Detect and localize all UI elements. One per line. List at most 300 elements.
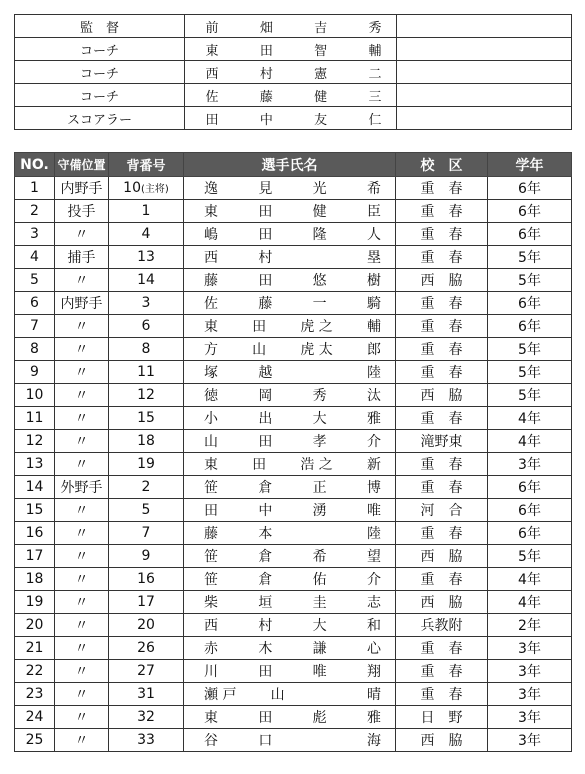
- staff-blank: [397, 61, 572, 84]
- player-position: 〃: [55, 614, 109, 637]
- player-name-char: 笹: [204, 572, 218, 588]
- player-no: 23: [15, 683, 55, 706]
- player-number-value: 5: [141, 502, 151, 518]
- player-position: 外野手: [55, 476, 109, 499]
- staff-blank: [397, 84, 572, 107]
- player-row: [15, 223, 572, 246]
- player-name-chars: [184, 178, 395, 198]
- player-name: [184, 591, 396, 614]
- player-number: [109, 269, 184, 292]
- player-number-value: 2: [141, 479, 151, 495]
- staff-name-chars: [185, 86, 396, 105]
- player-name-char: 笹: [204, 480, 218, 496]
- player-grade: 3年: [488, 453, 572, 476]
- player-name-char: 雅: [366, 411, 381, 427]
- player-name: [184, 338, 396, 361]
- staff-name-char: 西: [205, 66, 219, 82]
- roster-table: [14, 152, 572, 752]
- player-grade: 5年: [488, 269, 572, 292]
- player-name-chars: [184, 270, 395, 290]
- player-grade: 3年: [488, 706, 572, 729]
- staff-name: [185, 61, 397, 84]
- player-position: 〃: [55, 499, 109, 522]
- player-grade: 3年: [488, 683, 572, 706]
- player-name-chars: [184, 730, 395, 750]
- staff-name-char: 田: [205, 112, 219, 128]
- player-school: 重 春: [396, 407, 488, 430]
- player-grade: 5年: [488, 545, 572, 568]
- player-number: [109, 361, 184, 384]
- player-number-value: 19: [137, 456, 155, 472]
- player-position: 〃: [55, 384, 109, 407]
- player-name: [184, 729, 396, 752]
- staff-row: [15, 61, 572, 84]
- player-name-chars: [184, 362, 395, 382]
- player-row: [15, 476, 572, 499]
- player-no: 16: [15, 522, 55, 545]
- player-position: 捕手: [55, 246, 109, 269]
- player-grade: 5年: [488, 384, 572, 407]
- staff-name-char: 仁: [368, 112, 382, 128]
- player-school: 重 春: [396, 361, 488, 384]
- staff-name-chars: [185, 17, 396, 36]
- staff-name-chars: [185, 109, 396, 128]
- player-name-char: 逸: [204, 181, 218, 197]
- player-grade: 6年: [488, 499, 572, 522]
- player-number: [109, 430, 184, 453]
- player-name-char: 中: [258, 503, 273, 519]
- player-position: 〃: [55, 637, 109, 660]
- player-name-char: 佐: [204, 296, 218, 312]
- player-number-value: 18: [137, 433, 155, 449]
- player-no: 12: [15, 430, 55, 453]
- player-position: 〃: [55, 361, 109, 384]
- player-name-char: 輔: [366, 319, 381, 335]
- player-name-char: 村: [258, 250, 273, 266]
- player-name: [184, 614, 396, 637]
- player-school: 重 春: [396, 338, 488, 361]
- player-no: 18: [15, 568, 55, 591]
- player-number: [109, 637, 184, 660]
- player-name-char: 出: [258, 411, 273, 427]
- player-name-char: 山: [204, 434, 218, 450]
- player-name-chars: [184, 224, 395, 244]
- player-row: [15, 177, 572, 200]
- player-position: 〃: [55, 729, 109, 752]
- player-number-value: 12: [137, 387, 155, 403]
- player-number-value: 3: [141, 295, 151, 311]
- player-name-char: 藤: [258, 296, 273, 312]
- player-school: 重 春: [396, 246, 488, 269]
- player-name-char: 謙: [312, 641, 327, 657]
- player-row: [15, 407, 572, 430]
- player-name-char: 一: [312, 296, 327, 312]
- player-number: [109, 407, 184, 430]
- player-name-char: 笹: [204, 549, 218, 565]
- player-name-char: 田: [258, 664, 273, 680]
- player-name-char: 希: [366, 181, 381, 197]
- header-school: 校 区: [396, 153, 488, 177]
- player-row: [15, 522, 572, 545]
- player-name-char: 本: [258, 526, 273, 542]
- player-number-value: 9: [141, 548, 151, 564]
- player-name-char: 隆: [312, 227, 327, 243]
- player-row: [15, 614, 572, 637]
- staff-name-chars: [185, 63, 396, 82]
- player-name-chars: [184, 523, 395, 543]
- player-name-chars: [184, 638, 395, 658]
- player-position: 〃: [55, 407, 109, 430]
- player-name-char: 田: [252, 319, 267, 335]
- staff-row: [15, 84, 572, 107]
- staff-role: コーチ: [15, 84, 185, 107]
- player-number: [109, 315, 184, 338]
- staff-row: [15, 15, 572, 38]
- player-number-value: 8: [141, 341, 151, 357]
- player-row: [15, 200, 572, 223]
- player-no: 6: [15, 292, 55, 315]
- player-number: [109, 200, 184, 223]
- staff-name-char: 吉: [314, 20, 328, 36]
- staff-role: コーチ: [15, 38, 185, 61]
- player-grade: 6年: [488, 177, 572, 200]
- player-number-value: 33: [137, 732, 155, 748]
- player-name-char: 川: [204, 664, 218, 680]
- player-name-chars: [184, 546, 395, 566]
- player-name-char: [313, 730, 327, 750]
- player-no: 9: [15, 361, 55, 384]
- player-name-chars: [184, 431, 395, 451]
- player-no: 1: [15, 177, 55, 200]
- player-number: [109, 338, 184, 361]
- player-position: 〃: [55, 315, 109, 338]
- player-school: 重 春: [396, 660, 488, 683]
- player-name: [184, 384, 396, 407]
- player-row: [15, 246, 572, 269]
- player-name-char: 大: [312, 411, 327, 427]
- player-name-char: 田: [258, 434, 273, 450]
- player-name-char: 山: [270, 687, 285, 703]
- player-name: [184, 223, 396, 246]
- player-number: [109, 706, 184, 729]
- player-row: [15, 683, 572, 706]
- staff-name-char: 藤: [259, 89, 273, 105]
- player-grade: 6年: [488, 292, 572, 315]
- player-school: 兵教附: [396, 614, 488, 637]
- player-school: 重 春: [396, 292, 488, 315]
- player-row: [15, 499, 572, 522]
- player-number: [109, 545, 184, 568]
- player-row: [15, 568, 572, 591]
- staff-blank: [397, 107, 572, 130]
- player-number: [109, 683, 184, 706]
- player-number-value: 15: [137, 410, 155, 426]
- player-name-char: 田: [204, 503, 218, 519]
- player-name-char: 和: [366, 618, 381, 634]
- player-name-char: 田: [258, 227, 273, 243]
- player-grade: 4年: [488, 568, 572, 591]
- player-position: 〃: [55, 338, 109, 361]
- player-position: 内野手: [55, 292, 109, 315]
- player-name-char: 方: [204, 342, 218, 358]
- player-name-char: 藤: [204, 273, 218, 289]
- player-row: [15, 591, 572, 614]
- player-name-char: 見: [258, 181, 273, 197]
- player-no: 10: [15, 384, 55, 407]
- staff-name: [185, 38, 397, 61]
- player-row: [15, 269, 572, 292]
- player-position: 〃: [55, 683, 109, 706]
- player-number-value: 31: [137, 686, 155, 702]
- staff-name-char: 東: [205, 43, 219, 59]
- player-name-char: 西: [204, 618, 218, 634]
- player-name-char: 大: [312, 618, 327, 634]
- player-name-char: 希: [312, 549, 327, 565]
- player-name-char: 倉: [258, 480, 273, 496]
- player-grade: 3年: [488, 660, 572, 683]
- player-school: 重 春: [396, 683, 488, 706]
- player-number: [109, 614, 184, 637]
- player-number: [109, 499, 184, 522]
- player-name: [184, 453, 396, 476]
- player-no: 21: [15, 637, 55, 660]
- player-name-char: 岡: [258, 388, 273, 404]
- player-name: [184, 683, 396, 706]
- player-no: 3: [15, 223, 55, 246]
- player-name-char: 介: [366, 434, 381, 450]
- player-no: 17: [15, 545, 55, 568]
- player-number: [109, 568, 184, 591]
- player-name-char: 新: [366, 457, 381, 473]
- player-name: [184, 522, 396, 545]
- player-name-char: 郎: [366, 342, 381, 358]
- player-name-char: 湧: [312, 503, 327, 519]
- player-name: [184, 476, 396, 499]
- player-number-value: 17: [137, 594, 155, 610]
- player-name: [184, 568, 396, 591]
- player-position: 投手: [55, 200, 109, 223]
- header-position: 守備位置: [55, 153, 109, 177]
- player-name: [184, 499, 396, 522]
- player-name-char: 騎: [366, 296, 381, 312]
- player-row: [15, 637, 572, 660]
- player-name-char: 佑: [312, 572, 327, 588]
- staff-name-char: 憲: [314, 66, 328, 82]
- player-school: 河 合: [396, 499, 488, 522]
- player-name-char: 東: [204, 204, 218, 220]
- player-name-char: 越: [258, 365, 273, 381]
- player-name-char: 彪: [312, 710, 327, 726]
- player-school: 重 春: [396, 568, 488, 591]
- player-grade: 5年: [488, 246, 572, 269]
- player-name-char: 東: [204, 457, 218, 473]
- player-number-value: 6: [141, 318, 151, 334]
- player-name-char: 田: [258, 710, 273, 726]
- player-school: 西 脇: [396, 729, 488, 752]
- player-number: [109, 522, 184, 545]
- player-grade: 4年: [488, 430, 572, 453]
- staff-role: スコアラー: [15, 107, 185, 130]
- player-name-char: 介: [366, 572, 381, 588]
- player-school: 重 春: [396, 453, 488, 476]
- player-name-char: 陸: [366, 365, 381, 381]
- player-number-value: 4: [141, 226, 151, 242]
- player-name-char: [313, 362, 327, 382]
- player-number-value: 13: [137, 249, 155, 265]
- player-name-char: 木: [258, 641, 273, 657]
- staff-name-char: 田: [259, 43, 273, 59]
- player-grade: 6年: [488, 476, 572, 499]
- player-name-char: 唯: [312, 664, 327, 680]
- player-name-chars: [184, 454, 395, 474]
- player-number: [109, 384, 184, 407]
- player-position: 〃: [55, 568, 109, 591]
- player-name-char: 山: [252, 342, 267, 358]
- player-number-value: 20: [137, 617, 155, 633]
- player-name-char: 藤: [204, 526, 218, 542]
- player-name-chars: [184, 684, 395, 704]
- player-name: [184, 545, 396, 568]
- player-name-chars: [184, 592, 395, 612]
- player-school: 重 春: [396, 315, 488, 338]
- player-name-char: 浩 之: [300, 457, 333, 473]
- staff-name-char: 中: [259, 112, 273, 128]
- player-number-value: 32: [137, 709, 155, 725]
- player-school: 重 春: [396, 522, 488, 545]
- player-school: 重 春: [396, 476, 488, 499]
- player-name-char: 徳: [204, 388, 218, 404]
- player-name-chars: [184, 707, 395, 727]
- staff-name: [185, 15, 397, 38]
- player-name: [184, 637, 396, 660]
- player-name-char: 赤: [204, 641, 218, 657]
- player-name-char: 塁: [366, 250, 381, 266]
- player-school: 滝野東: [396, 430, 488, 453]
- player-name-char: 晴: [366, 687, 381, 703]
- player-name-char: [313, 523, 327, 543]
- staff-name-char: 三: [368, 89, 382, 105]
- staff-name-char: 秀: [368, 20, 382, 36]
- player-number-value: 14: [137, 272, 155, 288]
- player-row: [15, 361, 572, 384]
- staff-name-char: 友: [314, 112, 328, 128]
- player-name-char: [313, 247, 327, 267]
- player-school: 西 脇: [396, 545, 488, 568]
- player-name-chars: [184, 339, 395, 359]
- staff-name-char: 前: [205, 20, 219, 36]
- staff-name-char: 二: [368, 66, 382, 82]
- player-grade: 4年: [488, 407, 572, 430]
- player-no: 25: [15, 729, 55, 752]
- player-name-char: 倉: [258, 572, 273, 588]
- player-name-char: 志: [366, 595, 381, 611]
- player-position: 内野手: [55, 177, 109, 200]
- player-row: [15, 338, 572, 361]
- player-no: 11: [15, 407, 55, 430]
- staff-name-char: 健: [314, 89, 328, 105]
- player-row: [15, 545, 572, 568]
- player-number: [109, 453, 184, 476]
- player-name-chars: [184, 661, 395, 681]
- player-name-char: 村: [258, 618, 273, 634]
- player-position: 〃: [55, 453, 109, 476]
- player-name-chars: [184, 569, 395, 589]
- player-no: 15: [15, 499, 55, 522]
- player-name-chars: [184, 316, 395, 336]
- player-grade: 6年: [488, 522, 572, 545]
- player-name-char: 光: [312, 181, 327, 197]
- player-position: 〃: [55, 269, 109, 292]
- player-number-value: 27: [137, 663, 155, 679]
- player-name: [184, 177, 396, 200]
- player-name-char: 陸: [366, 526, 381, 542]
- player-name-char: 翔: [366, 664, 381, 680]
- player-name-char: 田: [258, 204, 273, 220]
- player-row: [15, 729, 572, 752]
- player-name-char: 倉: [258, 549, 273, 565]
- player-number: [109, 223, 184, 246]
- player-position: 〃: [55, 591, 109, 614]
- player-name-char: 東: [204, 319, 218, 335]
- header-grade: 学年: [488, 153, 572, 177]
- player-no: 14: [15, 476, 55, 499]
- player-name-chars: [184, 385, 395, 405]
- player-no: 20: [15, 614, 55, 637]
- player-position: 〃: [55, 545, 109, 568]
- player-number-value: 7: [141, 525, 151, 541]
- player-name-char: 唯: [366, 503, 381, 519]
- player-no: 2: [15, 200, 55, 223]
- player-grade: 6年: [488, 315, 572, 338]
- player-name-char: 圭: [312, 595, 327, 611]
- player-school: 西 脇: [396, 269, 488, 292]
- player-number-value: 16: [137, 571, 155, 587]
- player-name-char: 東: [204, 710, 218, 726]
- staff-name-char: 輔: [368, 43, 382, 59]
- player-number-value: 26: [137, 640, 155, 656]
- player-name-char: 谷: [204, 733, 218, 749]
- player-name-char: 柴: [204, 595, 218, 611]
- player-grade: 6年: [488, 223, 572, 246]
- player-no: 24: [15, 706, 55, 729]
- player-grade: 3年: [488, 637, 572, 660]
- staff-role: コーチ: [15, 61, 185, 84]
- player-number: [109, 660, 184, 683]
- player-name: [184, 430, 396, 453]
- player-grade: 3年: [488, 729, 572, 752]
- player-name-chars: [184, 247, 395, 267]
- player-no: 19: [15, 591, 55, 614]
- staff-table: [14, 14, 572, 130]
- player-name-char: 健: [312, 204, 327, 220]
- player-name-char: 嶋: [204, 227, 218, 243]
- player-name: [184, 246, 396, 269]
- player-no: 13: [15, 453, 55, 476]
- player-position: 〃: [55, 522, 109, 545]
- player-row: [15, 292, 572, 315]
- player-name-char: 悠: [312, 273, 327, 289]
- staff-row: [15, 107, 572, 130]
- staff-role: 監 督: [15, 15, 185, 38]
- player-row: [15, 453, 572, 476]
- player-no: 7: [15, 315, 55, 338]
- player-name-char: 虎 之: [300, 319, 333, 335]
- player-name-char: 樹: [366, 273, 381, 289]
- player-school: 重 春: [396, 637, 488, 660]
- header-no: NO.: [15, 153, 55, 177]
- staff-blank: [397, 15, 572, 38]
- player-name-char: 正: [312, 480, 327, 496]
